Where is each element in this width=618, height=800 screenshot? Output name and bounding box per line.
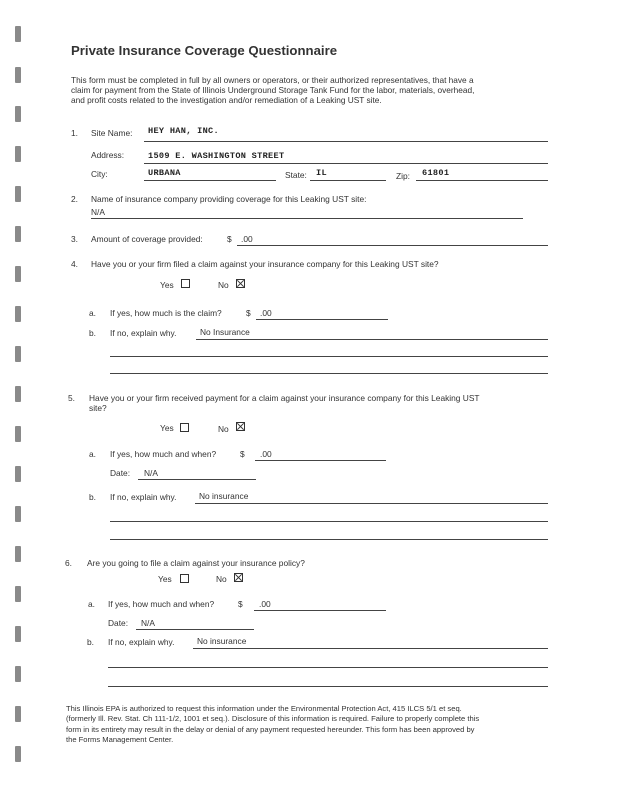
sub-item-text: If no, explain why. bbox=[108, 637, 175, 647]
intro-paragraph bbox=[71, 75, 474, 106]
future-claim-amount-underline bbox=[254, 610, 386, 611]
no-label: No bbox=[218, 424, 229, 434]
site-name-field[interactable]: HEY HAN, INC. bbox=[148, 126, 219, 136]
intro-line: This form must be completed in full by all owners or operators, or their authorized representatives, that have a bbox=[71, 75, 474, 85]
question-number: 1. bbox=[71, 128, 78, 138]
state-label: State: bbox=[285, 170, 307, 180]
page-title: Private Insurance Coverage Questionnaire bbox=[71, 43, 338, 58]
claim-amount-field[interactable]: .00 bbox=[260, 308, 272, 318]
footer-line: This Illinois EPA is authorized to request this information under the Environmental Protection Act, 415 ILCS 5/1 et seq. bbox=[66, 704, 462, 713]
sub-item-label: b. bbox=[89, 492, 96, 502]
date-field[interactable]: N/A bbox=[144, 468, 158, 478]
future-claim-amount-field[interactable]: .00 bbox=[259, 599, 271, 609]
binder-hole bbox=[15, 226, 21, 242]
sub-item-label: a. bbox=[89, 449, 96, 459]
explain-blank-line bbox=[110, 356, 548, 357]
currency-symbol: $ bbox=[246, 308, 251, 318]
explain-blank-line bbox=[108, 667, 548, 668]
question-text: Name of insurance company providing coverage for this Leaking UST site: bbox=[91, 194, 367, 204]
zip-field[interactable]: 61801 bbox=[422, 168, 450, 178]
city-label: City: bbox=[91, 169, 108, 179]
question-text: Have you or your firm received payment for a claim against your insurance company for this Leaking UST bbox=[89, 393, 480, 403]
date-label: Date: bbox=[110, 468, 131, 478]
city-field[interactable]: URBANA bbox=[148, 168, 181, 178]
yes-label: Yes bbox=[158, 574, 172, 584]
explain-underline bbox=[193, 648, 548, 649]
intro-line: and profit costs related to the investigation and/or remediation of a Leaking UST site. bbox=[71, 95, 382, 106]
currency-symbol: $ bbox=[238, 599, 243, 609]
binder-hole bbox=[15, 506, 21, 522]
yes-label: Yes bbox=[160, 280, 174, 290]
binder-hole bbox=[15, 186, 21, 202]
question-number: 6. bbox=[65, 558, 72, 568]
insurance-company-field[interactable]: N/A bbox=[91, 207, 105, 217]
coverage-amount-field[interactable]: .00 bbox=[241, 234, 253, 244]
no-checkbox[interactable] bbox=[236, 422, 245, 431]
binder-hole bbox=[15, 106, 21, 122]
site-name-underline bbox=[144, 141, 548, 142]
binder-hole bbox=[15, 386, 21, 402]
explain-underline bbox=[195, 503, 548, 504]
explain-field[interactable]: No insurance bbox=[199, 491, 249, 501]
binder-hole bbox=[15, 626, 21, 642]
yes-checkbox[interactable] bbox=[180, 574, 189, 583]
payment-amount-field[interactable]: .00 bbox=[260, 449, 272, 459]
coverage-amount-underline bbox=[237, 245, 548, 246]
binder-hole bbox=[15, 67, 21, 83]
footer-disclaimer bbox=[66, 704, 479, 745]
intro-line: claim for payment from the State of Illinois Underground Storage Tank Fund for the labor, materials, overhead, bbox=[71, 85, 475, 96]
state-field[interactable]: IL bbox=[316, 168, 327, 178]
city-underline bbox=[144, 180, 276, 181]
binder-hole bbox=[15, 26, 21, 42]
binder-hole bbox=[15, 706, 21, 722]
question-text: Are you going to file a claim against your insurance policy? bbox=[87, 558, 305, 568]
date-underline bbox=[138, 479, 256, 480]
sub-item-text: If no, explain why. bbox=[110, 492, 177, 502]
sub-item-text: If yes, how much and when? bbox=[108, 599, 215, 609]
no-label: No bbox=[216, 574, 227, 584]
question-text: Amount of coverage provided: bbox=[91, 234, 203, 244]
question-number: 4. bbox=[71, 259, 78, 269]
binder-hole bbox=[15, 466, 21, 482]
no-checkbox[interactable] bbox=[236, 279, 245, 288]
site-name-label: Site Name: bbox=[91, 128, 133, 138]
currency-symbol: $ bbox=[240, 449, 245, 459]
yes-checkbox[interactable] bbox=[181, 279, 190, 288]
date-label: Date: bbox=[108, 618, 129, 628]
footer-line: the Forms Management Center. bbox=[66, 734, 174, 744]
question-number: 2. bbox=[71, 194, 78, 204]
state-underline bbox=[310, 180, 386, 181]
insurance-company-underline bbox=[91, 218, 523, 219]
zip-underline bbox=[416, 180, 548, 181]
binder-hole bbox=[15, 266, 21, 282]
footer-line: (formerly Ill. Rev. Stat. Ch 111-1/2, 1001 et seq.). Disclosure of this information is required. Failure to properly complete this bbox=[66, 714, 480, 724]
explain-blank-line bbox=[110, 373, 548, 374]
binder-hole bbox=[15, 586, 21, 602]
binder-hole bbox=[15, 426, 21, 442]
binder-hole bbox=[15, 306, 21, 322]
binder-hole bbox=[15, 546, 21, 562]
payment-amount-underline bbox=[255, 460, 386, 461]
no-label: No bbox=[218, 280, 229, 290]
sub-item-label: b. bbox=[87, 637, 94, 647]
sub-item-label: b. bbox=[89, 328, 96, 338]
question-number: 3. bbox=[71, 234, 78, 244]
sub-item-text: If no, explain why. bbox=[110, 328, 177, 338]
address-field[interactable]: 1509 E. WASHINGTON STREET bbox=[148, 151, 285, 161]
explain-blank-line bbox=[110, 539, 548, 540]
no-checkbox[interactable] bbox=[234, 573, 243, 582]
binder-hole bbox=[15, 746, 21, 762]
sub-item-label: a. bbox=[89, 308, 96, 318]
question-number: 5. bbox=[68, 393, 75, 403]
yes-label: Yes bbox=[160, 423, 174, 433]
address-underline bbox=[144, 163, 548, 164]
binder-hole bbox=[15, 346, 21, 362]
explain-blank-line bbox=[108, 686, 548, 687]
footer-line: form in its entirety may result in the delay or denial of any payment requested hereunder. This form has been approved by bbox=[66, 724, 475, 734]
question-text: Have you or your firm filed a claim against your insurance company for this Leaking UST site? bbox=[91, 259, 439, 269]
explain-field[interactable]: No Insurance bbox=[200, 327, 250, 337]
date-field[interactable]: N/A bbox=[141, 618, 155, 628]
binder-hole bbox=[15, 666, 21, 682]
binder-hole bbox=[15, 146, 21, 162]
explain-field[interactable]: No insurance bbox=[197, 636, 247, 646]
sub-item-text: If yes, how much and when? bbox=[110, 449, 217, 459]
question-text-continued: site? bbox=[89, 403, 107, 413]
currency-symbol: $ bbox=[227, 234, 232, 244]
claim-amount-underline bbox=[256, 319, 388, 320]
sub-item-label: a. bbox=[88, 599, 95, 609]
yes-checkbox[interactable] bbox=[180, 423, 189, 432]
address-label: Address: bbox=[91, 150, 125, 160]
date-underline bbox=[136, 629, 254, 630]
explain-blank-line bbox=[110, 521, 548, 522]
sub-item-text: If yes, how much is the claim? bbox=[110, 308, 222, 318]
zip-label: Zip: bbox=[396, 171, 410, 181]
explain-underline bbox=[196, 339, 548, 340]
